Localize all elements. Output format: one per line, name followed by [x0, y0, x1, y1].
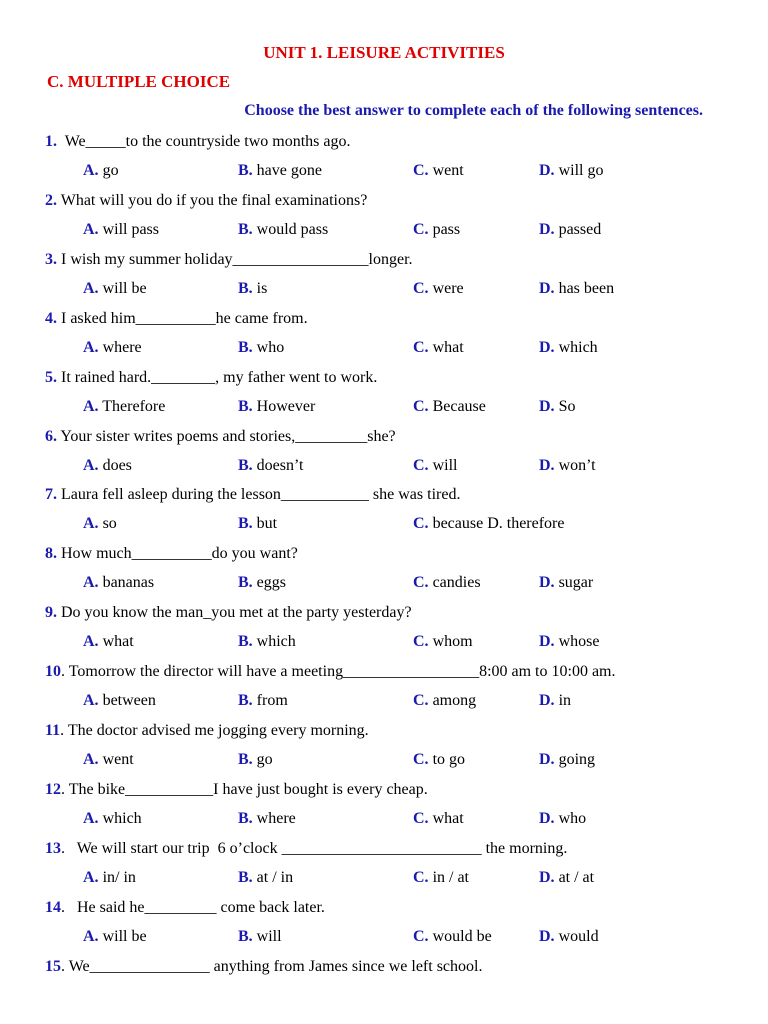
option-c[interactable]	[413, 339, 464, 357]
option-letter: B.	[238, 220, 253, 238]
option-text: at / in	[252, 868, 294, 886]
option-text: candies	[428, 574, 481, 592]
option-letter: C.	[413, 692, 429, 710]
question-number: 15	[45, 957, 61, 975]
instruction: Choose the best answer to complete each of the following sentences.	[244, 102, 703, 119]
option-a[interactable]	[83, 869, 136, 887]
option-b[interactable]	[238, 457, 303, 475]
option-text: eggs	[252, 574, 286, 592]
option-d[interactable]	[539, 221, 601, 239]
question-number: 2.	[45, 191, 57, 209]
option-letter: B.	[238, 515, 253, 533]
options-row	[0, 339, 768, 361]
option-a[interactable]	[83, 633, 134, 651]
option-text: but	[252, 515, 278, 533]
option-d[interactable]	[539, 633, 599, 651]
question-5	[45, 369, 377, 387]
option-d[interactable]	[539, 574, 593, 592]
option-letter: B.	[238, 633, 253, 651]
option-a[interactable]	[83, 398, 165, 416]
option-letter: A.	[83, 162, 99, 179]
option-b[interactable]	[238, 692, 288, 710]
question-separator: .	[61, 839, 77, 857]
option-text: went	[98, 751, 134, 768]
option-letter: D.	[539, 692, 555, 710]
options-row	[0, 221, 768, 243]
option-text: won’t	[554, 456, 596, 474]
question-separator: .	[60, 722, 68, 739]
option-letter: A.	[83, 397, 99, 415]
option-letter: A.	[83, 692, 99, 710]
option-b[interactable]	[238, 339, 284, 357]
option-letter: A.	[83, 868, 99, 886]
option-text: does	[98, 456, 132, 474]
option-letter: B.	[238, 809, 253, 827]
options-row	[0, 633, 768, 655]
option-letter: A.	[83, 809, 99, 827]
question-number: 3.	[45, 250, 57, 268]
option-text: going	[554, 751, 596, 768]
option-text: from	[252, 692, 288, 710]
option-letter: D.	[539, 868, 555, 886]
question-text: Laura fell asleep during the lesson___________ she was tired.	[61, 486, 461, 504]
option-letter: B.	[238, 397, 253, 415]
question-number: 13	[45, 839, 61, 857]
question-number: 5.	[45, 368, 57, 386]
option-text: where	[252, 809, 296, 827]
option-d[interactable]	[539, 339, 598, 357]
option-text: will	[428, 456, 458, 474]
option-c[interactable]	[413, 221, 460, 239]
option-letter: D.	[539, 162, 555, 179]
option-letter: C.	[413, 633, 429, 651]
option-text: because D. therefore	[428, 515, 565, 533]
option-text: Because	[428, 397, 486, 415]
option-b[interactable]	[238, 574, 286, 592]
option-text: have gone	[252, 162, 322, 179]
option-text: will pass	[98, 220, 160, 238]
question-6	[45, 428, 396, 446]
option-letter: A.	[83, 633, 99, 651]
question-8	[45, 545, 298, 563]
option-text: pass	[428, 220, 461, 238]
option-c[interactable]	[413, 280, 464, 298]
option-b[interactable]	[238, 928, 282, 946]
option-letter: C.	[413, 927, 429, 945]
option-text: would	[554, 927, 599, 945]
option-c[interactable]	[413, 457, 457, 475]
option-text: will	[252, 927, 282, 945]
question-14	[45, 899, 325, 917]
option-c[interactable]	[413, 751, 465, 769]
option-letter: C.	[413, 515, 429, 533]
option-letter: D.	[539, 279, 555, 297]
question-text: We_____to the countryside two months ago.	[64, 133, 351, 150]
option-letter: B.	[238, 927, 253, 945]
option-letter: D.	[539, 397, 555, 415]
option-c[interactable]	[413, 398, 486, 416]
option-text: However	[252, 397, 316, 415]
options-row	[0, 928, 768, 950]
question-text: I wish my summer holiday_________________longer.	[61, 250, 413, 268]
question-10	[45, 663, 616, 681]
option-d[interactable]	[539, 751, 595, 769]
question-text: Tomorrow the director will have a meeting_________________8:00 am to 10:00 am.	[68, 663, 616, 681]
question-separator: .	[61, 957, 69, 975]
option-text: among	[428, 692, 477, 710]
option-text: will go	[554, 162, 604, 179]
question-9	[45, 604, 412, 622]
option-b[interactable]	[238, 810, 296, 828]
option-c[interactable]	[413, 928, 492, 946]
section-title: C. MULTIPLE CHOICE	[47, 72, 231, 91]
option-d[interactable]	[539, 692, 571, 710]
option-d[interactable]	[539, 162, 603, 180]
option-text: bananas	[98, 574, 155, 592]
option-d[interactable]	[539, 280, 614, 298]
option-a[interactable]	[83, 457, 132, 475]
option-a[interactable]	[83, 162, 119, 180]
option-d[interactable]	[539, 398, 575, 416]
question-number: 4.	[45, 309, 57, 327]
options-row	[0, 280, 768, 302]
options-row	[0, 457, 768, 479]
option-text: is	[252, 279, 268, 297]
question-number: 8.	[45, 545, 57, 563]
option-text: doesn’t	[252, 456, 304, 474]
option-d[interactable]	[539, 869, 594, 887]
option-a[interactable]	[83, 221, 159, 239]
question-text: We will start our trip 6 o’clock _________________________ the morning.	[76, 839, 568, 857]
option-a[interactable]	[83, 574, 154, 592]
option-letter: D.	[539, 927, 555, 945]
option-a[interactable]	[83, 339, 142, 357]
option-text: go	[252, 751, 273, 768]
options-row	[0, 574, 768, 596]
option-text: go	[98, 162, 119, 179]
question-number: 7.	[45, 486, 57, 504]
option-d[interactable]	[539, 457, 596, 475]
option-b[interactable]	[238, 162, 322, 180]
options-row	[0, 398, 768, 420]
option-letter: C.	[413, 279, 429, 297]
options-row	[0, 810, 768, 832]
option-c[interactable]	[413, 574, 481, 592]
option-d[interactable]	[539, 928, 599, 946]
option-text: went	[428, 162, 464, 179]
question-4	[45, 310, 308, 328]
option-c[interactable]	[413, 692, 476, 710]
question-1	[45, 133, 351, 151]
option-text: where	[98, 338, 142, 356]
option-c[interactable]	[413, 810, 464, 828]
question-12	[45, 781, 428, 799]
question-text: I asked him__________he came from.	[61, 309, 308, 327]
option-letter: D.	[539, 751, 555, 768]
option-letter: B.	[238, 868, 253, 886]
options-row	[0, 162, 768, 184]
option-c[interactable]	[413, 162, 464, 180]
option-a[interactable]	[83, 928, 147, 946]
option-letter: C.	[413, 397, 429, 415]
option-text: which	[98, 809, 142, 827]
option-text: who	[252, 338, 285, 356]
option-text: in	[554, 692, 572, 710]
question-7	[45, 486, 460, 504]
option-b[interactable]	[238, 515, 277, 533]
question-number: 11	[45, 722, 61, 739]
option-text: So	[554, 397, 576, 415]
options-row	[0, 751, 768, 773]
question-text: It rained hard.________, my father went to work.	[61, 368, 378, 386]
question-text: What will you do if you the final examinations?	[60, 191, 368, 209]
option-letter: C.	[413, 868, 429, 886]
option-text: sugar	[554, 574, 594, 592]
option-letter: A.	[83, 515, 99, 533]
option-b[interactable]	[238, 633, 296, 651]
option-a[interactable]	[83, 810, 142, 828]
option-text: Therefore	[98, 397, 166, 415]
option-text: whose	[554, 633, 600, 651]
option-text: will be	[98, 927, 147, 945]
option-text: in / at	[428, 868, 469, 886]
question-3	[45, 251, 413, 269]
option-a[interactable]	[83, 751, 134, 769]
options-row	[0, 515, 768, 537]
option-text: has been	[554, 279, 615, 297]
question-13	[45, 840, 567, 858]
option-b[interactable]	[238, 280, 267, 298]
option-letter: C.	[413, 809, 429, 827]
option-c[interactable]	[413, 869, 469, 887]
option-text: what	[428, 809, 464, 827]
option-letter: C.	[413, 338, 429, 356]
question-2	[45, 192, 367, 210]
question-separator: .	[61, 780, 69, 798]
option-letter: A.	[83, 279, 99, 297]
question-text: The doctor advised me jogging every morning.	[67, 722, 369, 739]
option-text: whom	[428, 633, 473, 651]
option-letter: A.	[83, 574, 99, 592]
option-letter: D.	[539, 809, 555, 827]
option-a[interactable]	[83, 515, 117, 533]
option-text: between	[98, 692, 156, 710]
option-letter: B.	[238, 692, 253, 710]
option-c[interactable]	[413, 515, 564, 533]
question-15	[45, 958, 482, 976]
options-row	[0, 869, 768, 891]
question-text: He said he_________ come back later.	[77, 898, 325, 916]
question-separator: .	[61, 663, 69, 681]
option-text: would be	[428, 927, 492, 945]
option-letter: B.	[238, 751, 253, 768]
option-letter: C.	[413, 574, 429, 592]
options-row	[0, 692, 768, 714]
question-number: 12	[45, 780, 61, 798]
question-11	[45, 722, 369, 740]
option-text: what	[428, 338, 464, 356]
question-number: 14	[45, 898, 61, 916]
option-letter: B.	[238, 279, 253, 297]
option-letter: D.	[539, 574, 555, 592]
option-text: what	[98, 633, 134, 651]
option-letter: B.	[238, 574, 253, 592]
option-b[interactable]	[238, 751, 273, 769]
option-a[interactable]	[83, 692, 156, 710]
question-number: 9.	[45, 604, 57, 622]
option-text: at / at	[554, 868, 595, 886]
option-letter: D.	[539, 338, 555, 356]
option-letter: D.	[539, 456, 555, 474]
question-text: Your sister writes poems and stories,_________she?	[60, 427, 396, 445]
option-text: passed	[554, 220, 602, 238]
option-b[interactable]	[238, 221, 328, 239]
option-text: so	[98, 515, 117, 533]
question-separator	[57, 133, 65, 150]
option-letter: C.	[413, 751, 429, 768]
question-text: How much__________do you want?	[61, 545, 298, 563]
option-letter: A.	[83, 338, 99, 356]
option-a[interactable]	[83, 280, 147, 298]
option-letter: D.	[539, 633, 555, 651]
option-letter: C.	[413, 220, 429, 238]
question-number: 10	[45, 663, 61, 681]
option-b[interactable]	[238, 398, 315, 416]
option-text: will be	[98, 279, 147, 297]
option-letter: C.	[413, 162, 429, 179]
question-separator: .	[61, 898, 77, 916]
question-text: Do you know the man_you met at the party yesterday?	[61, 604, 412, 622]
option-letter: A.	[83, 456, 99, 474]
option-b[interactable]	[238, 869, 293, 887]
option-letter: A.	[83, 220, 99, 238]
question-number: 1.	[45, 133, 57, 150]
option-text: were	[428, 279, 464, 297]
option-d[interactable]	[539, 810, 586, 828]
question-text: We_______________ anything from James since we left school.	[68, 957, 483, 975]
option-letter: A.	[83, 751, 99, 768]
option-text: who	[554, 809, 587, 827]
option-letter: D.	[539, 220, 555, 238]
unit-title: UNIT 1. LEISURE ACTIVITIES	[263, 43, 505, 62]
option-c[interactable]	[413, 633, 473, 651]
option-text: which	[252, 633, 296, 651]
question-text: The bike___________I have just bought is every cheap.	[68, 780, 428, 798]
option-letter: A.	[83, 927, 99, 945]
option-letter: B.	[238, 456, 253, 474]
question-number: 6.	[45, 427, 57, 445]
option-text: in/ in	[98, 868, 136, 886]
option-letter: B.	[238, 338, 253, 356]
option-text: to go	[428, 751, 466, 768]
option-text: would pass	[252, 220, 329, 238]
option-letter: B.	[238, 162, 253, 179]
option-letter: C.	[413, 456, 429, 474]
option-text: which	[554, 338, 598, 356]
